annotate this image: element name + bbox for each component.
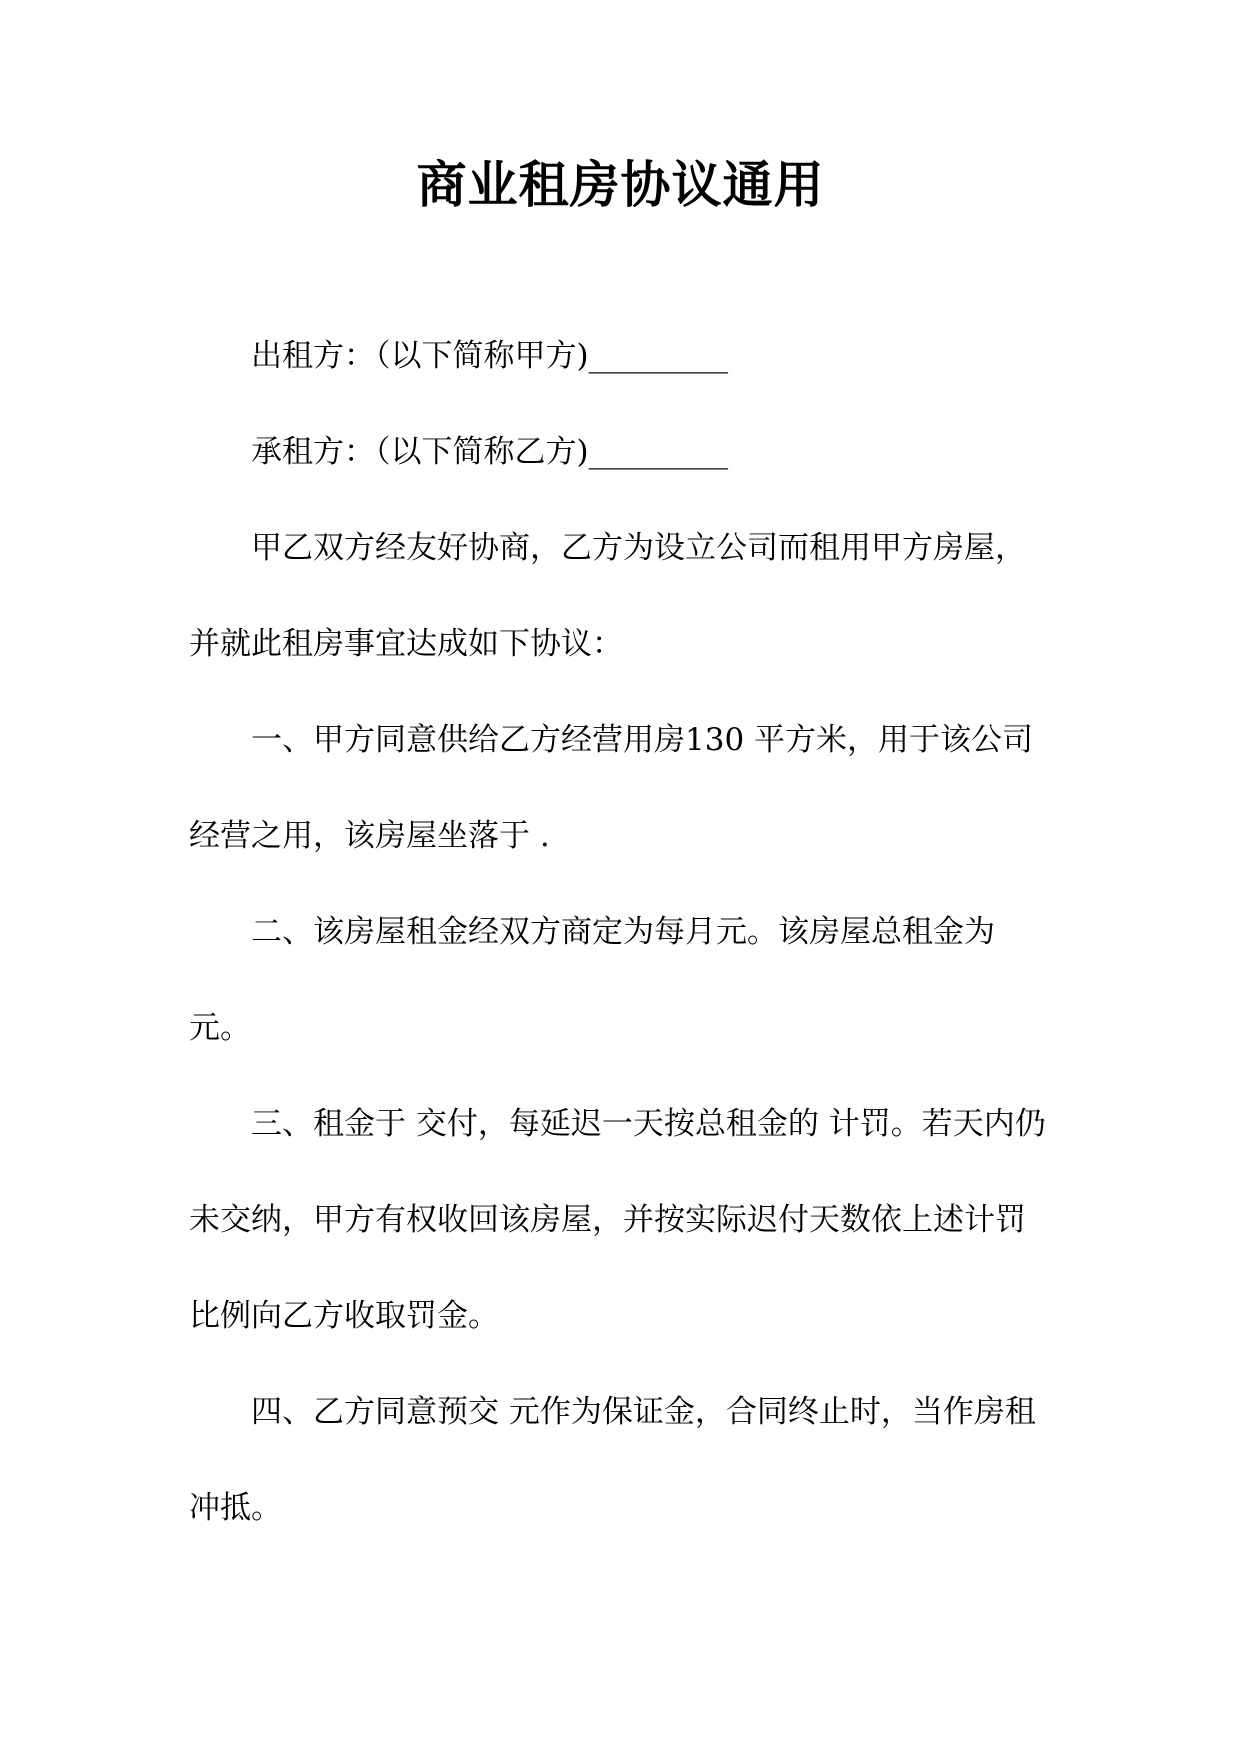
clause-2-paragraph: 二、该房屋租金经双方商定为每月元。该房屋总租金为 元。 <box>189 914 995 1046</box>
preamble-paragraph: 甲乙双方经友好协商，乙方为设立公司而租用甲方房屋，并就此租房事宜达成如下协议： <box>189 530 1026 662</box>
lessee-line: 承租方：（以下简称乙方)_________ <box>251 434 729 470</box>
clause-4-paragraph: 四、乙方同意预交 元作为保证金，合同终止时，当作房租冲抵。 <box>189 1394 1036 1526</box>
clause-3-paragraph: 三、租金于 交付，每延迟一天按总租金的 计罚。若天内仍未交纳，甲方有权收回该房屋，并按实际迟付天数依上述计罚比例向乙方收取罚金。 <box>189 1106 1046 1334</box>
clause-1-paragraph: 一、甲方同意供给乙方经营用房130 平方米，用于该公司经营之用，该房屋坐落于 . <box>189 722 1034 854</box>
document-body <box>189 308 1049 1556</box>
document-title: 商业租房协议通用 <box>416 156 825 214</box>
lessor-line: 出租方：（以下简称甲方)_________ <box>251 338 729 374</box>
